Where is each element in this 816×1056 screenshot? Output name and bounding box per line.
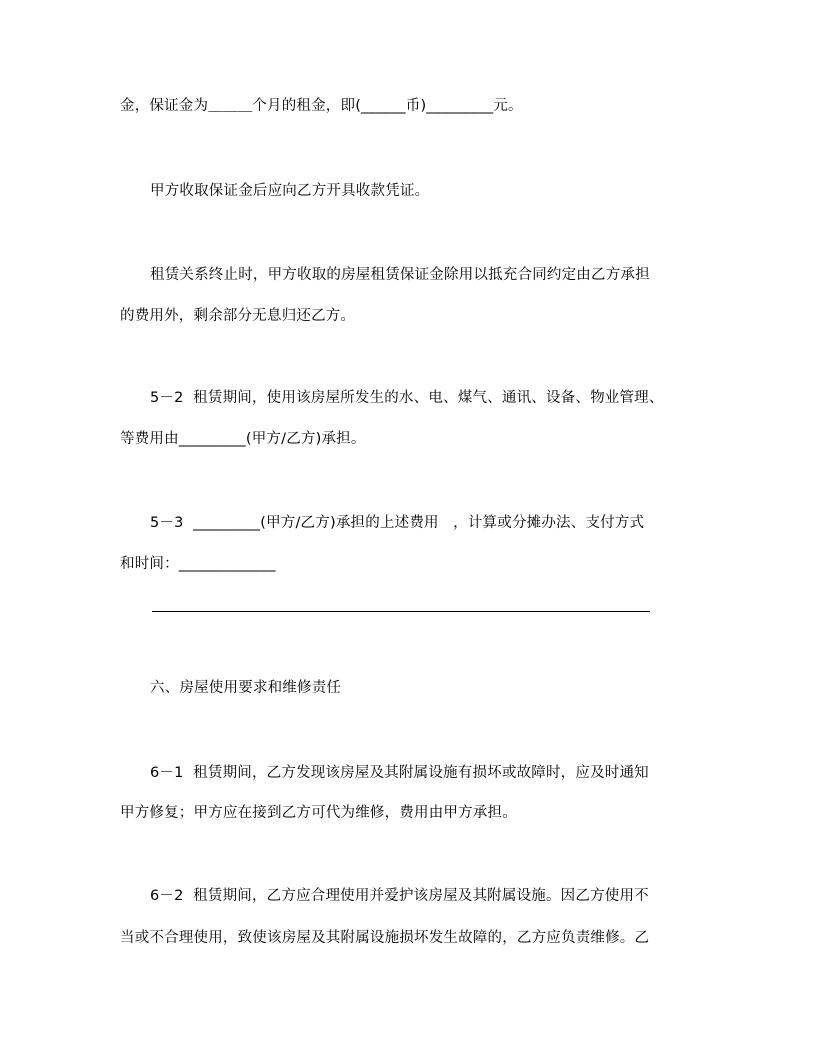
receipt-paragraph: 甲方收取保证金后应向乙方开具收款凭证。 — [150, 183, 430, 199]
deposit-return-line-2: 的费用外，剩余部分无息归还乙方。 — [120, 308, 356, 324]
blank-fill-line — [152, 611, 650, 612]
section-6-heading: 六、房屋使用要求和维修责任 — [150, 680, 342, 696]
deposit-return-line-1: 租赁关系终止时，甲方收取的房屋租赁保证金除用以抵充合同约定由乙方承担 — [150, 267, 650, 283]
clause-5-2-line-2: 等费用由_________(甲方/乙方)承担。 — [120, 431, 366, 447]
deposit-amount-line: 金，保证金为＿＿＿个月的租金，即(______币)_________元。 — [120, 98, 523, 114]
clause-6-2-line-1: 6－2 租赁期间，乙方应合理使用并爱护该房屋及其附属设施。因乙方使用不 — [150, 888, 649, 904]
clause-6-2-line-2: 当或不合理使用，致使该房屋及其附属设施损坏发生故障的，乙方应负责维修。乙 — [120, 930, 650, 946]
clause-6-1-line-2: 甲方修复；甲方应在接到乙方可代为维修，费用由甲方承担。 — [120, 805, 517, 821]
clause-5-3-line-2: 和时间：_____________ — [120, 556, 276, 572]
clause-5-2-line-1: 5－2 租赁期间，使用该房屋所发生的水、电、煤气、通讯、设备、物业管理、 — [150, 390, 664, 406]
clause-6-1-line-1: 6－1 租赁期间，乙方发现该房屋及其附属设施有损坏或故障时，应及时通知 — [150, 765, 649, 781]
clause-5-3-line-1: 5－3 _________(甲方/乙方)承担的上述费用 ，计算或分摊办法、支付方式 — [150, 515, 645, 531]
